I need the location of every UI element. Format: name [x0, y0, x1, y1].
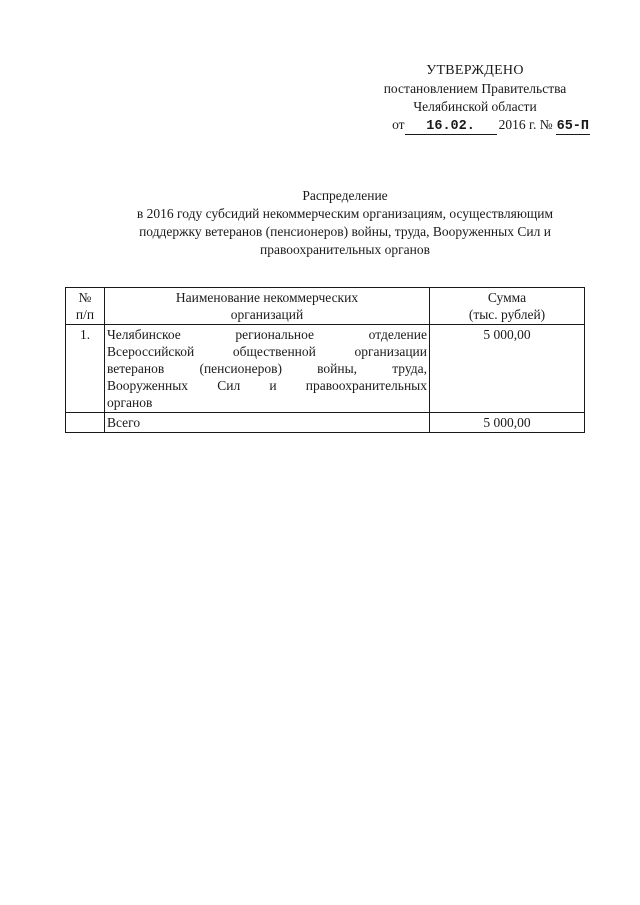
name-line: Всероссийской общественной организации [107, 344, 427, 359]
approval-line-1: постановлением Правительства [383, 81, 567, 96]
resolution-number: 65-П [556, 119, 589, 134]
approval-title: УТВЕРЖДЕНО [426, 63, 524, 78]
approval-line-2: Челябинской области [413, 99, 537, 114]
document-heading [90, 187, 600, 259]
heading-line-3: правоохранительных органов [260, 242, 430, 257]
header-name-line-1: Наименование некоммерческих [175, 290, 359, 305]
heading-line-2: поддержку ветеранов (пенсионеров) войны, труда, Вооруженных Сил и [139, 224, 551, 239]
header-sum [430, 288, 585, 325]
heading-line-1: в 2016 году субсидий некоммерческим организациям, осуществляющим [136, 206, 554, 221]
table-row [66, 325, 585, 413]
header-number [66, 288, 105, 325]
date-prefix: от [392, 117, 405, 132]
total-label: Всего [105, 413, 430, 433]
distribution-table [65, 287, 585, 433]
header-number-line-1: № [78, 290, 92, 305]
row-sum: 5 000,00 [430, 325, 585, 413]
heading-title: Распределение [302, 188, 388, 203]
table-total-row [66, 413, 585, 433]
header-name-line-2: организаций [230, 307, 304, 322]
approval-stamp [360, 62, 590, 135]
name-line: ветеранов (пенсионеров) войны, труда, [107, 361, 427, 376]
header-number-line-2: п/п [75, 307, 95, 322]
row-organization-name [105, 325, 430, 413]
header-name [105, 288, 430, 325]
header-sum-line-1: Сумма [487, 290, 527, 305]
name-line: органов [107, 395, 153, 410]
total-sum: 5 000,00 [430, 413, 585, 433]
table-header-row [66, 288, 585, 325]
date-suffix: 2016 г. № [498, 117, 553, 132]
row-number: 1. [66, 325, 105, 413]
header-sum-line-2: (тыс. рублей) [468, 307, 546, 322]
name-line: Челябинское региональное отделение [107, 327, 427, 342]
date-field: 16.02. [405, 119, 497, 135]
approval-date-line [360, 116, 590, 135]
total-empty-cell [66, 413, 105, 433]
name-line: Вооруженных Сил и правоохранительных [107, 378, 427, 393]
